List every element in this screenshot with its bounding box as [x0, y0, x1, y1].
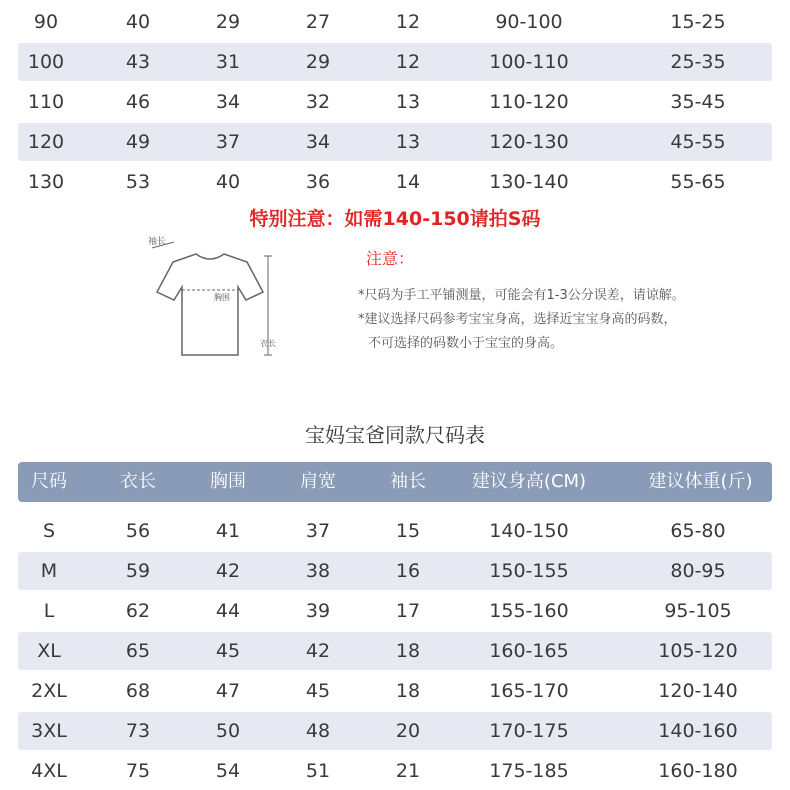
table-cell: 48	[305, 720, 331, 742]
table-cell: 45-55	[670, 131, 726, 153]
table-cell: 38	[305, 560, 331, 582]
table-cell: 35-45	[670, 91, 726, 113]
table-cell: 140-160	[658, 720, 738, 742]
table-cell: 120	[27, 131, 65, 153]
table-cell: 49	[125, 131, 151, 153]
table-cell: XL	[37, 640, 61, 662]
notes-title: 注意：	[366, 249, 415, 268]
table-cell: 65	[125, 640, 151, 662]
note-line: *尺码为手工平铺测量，可能会有1-3公分误差，请谅解。	[358, 288, 685, 303]
table-cell: 37	[305, 520, 331, 542]
header-cell: 衣长	[120, 471, 156, 492]
table-cell: 25-35	[670, 51, 726, 73]
table-cell: 54	[215, 760, 241, 782]
tshirt-icon	[138, 230, 288, 365]
table-cell: 80-95	[670, 560, 726, 582]
warning-text: 特别注意：如需140-150请拍S码	[249, 208, 541, 230]
table-cell: 51	[305, 760, 331, 782]
table-cell: 56	[125, 520, 151, 542]
table-cell: 62	[125, 600, 151, 622]
table-cell: 50	[215, 720, 241, 742]
table-cell: 27	[305, 11, 331, 33]
table-row	[18, 512, 772, 550]
table-cell: 105-120	[658, 640, 738, 662]
table-cell: 175-185	[489, 760, 569, 782]
table-cell: 41	[215, 520, 241, 542]
table-cell: S	[42, 520, 56, 542]
table-cell: 130-140	[489, 171, 569, 193]
table-cell: 90-100	[495, 11, 563, 33]
table-cell: 17	[395, 600, 421, 622]
table-cell: 130	[27, 171, 65, 193]
table-cell: 165-170	[489, 680, 569, 702]
table-cell: 120-140	[658, 680, 738, 702]
table-cell: M	[40, 560, 58, 582]
table-cell: 18	[395, 680, 421, 702]
table-cell: 31	[215, 51, 241, 73]
table-cell: 160-180	[658, 760, 738, 782]
table-cell: 150-155	[489, 560, 569, 582]
table-cell: 65-80	[670, 520, 726, 542]
table-cell: 32	[305, 91, 331, 113]
table-cell: 68	[125, 680, 151, 702]
table-cell: 4XL	[31, 760, 67, 782]
sleeve-label: 袖长	[148, 237, 167, 247]
table-cell: 12	[395, 11, 421, 33]
table-cell: 170-175	[489, 720, 569, 742]
table-cell: 15-25	[670, 11, 726, 33]
table-row	[18, 592, 772, 630]
table-row	[18, 3, 772, 41]
table-row	[18, 163, 772, 201]
table-cell: 2XL	[31, 680, 67, 702]
table-cell: 110	[27, 91, 65, 113]
note-line: *建议选择尺码参考宝宝身高，选择近宝宝身高的码数，	[358, 312, 677, 327]
table-cell: 75	[125, 760, 151, 782]
table-cell: 14	[395, 171, 421, 193]
table-cell: 120-130	[489, 131, 569, 153]
adult-size-table	[18, 462, 772, 790]
table-row	[18, 712, 772, 750]
table-cell: 47	[215, 680, 241, 702]
table-cell: 44	[215, 600, 241, 622]
length-label: 衣长	[260, 339, 276, 348]
header-cell: 袖长	[390, 471, 426, 492]
table-cell: L	[43, 600, 55, 622]
kids-size-table	[18, 0, 772, 200]
table-cell: 160-165	[489, 640, 569, 662]
table-cell: 46	[125, 91, 151, 113]
table-cell: 34	[305, 131, 331, 153]
table-cell: 110-120	[489, 91, 569, 113]
table-cell: 16	[395, 560, 421, 582]
table-row	[18, 672, 772, 710]
header-cell: 建议体重(斤)	[648, 471, 753, 492]
header-cell: 胸围	[210, 471, 246, 492]
table-cell: 100	[27, 51, 65, 73]
table-cell: 45	[215, 640, 241, 662]
table-cell: 140-150	[489, 520, 569, 542]
table-cell: 40	[215, 171, 241, 193]
adult-table-title: 宝妈宝爸同款尺码表	[305, 423, 485, 447]
table-cell: 3XL	[31, 720, 67, 742]
table-row	[18, 83, 772, 121]
header-cell: 肩宽	[300, 471, 336, 492]
tshirt-diagram	[138, 230, 288, 365]
table-cell: 15	[395, 520, 421, 542]
table-cell: 20	[395, 720, 421, 742]
header-cell: 建议身高(CM)	[471, 471, 587, 492]
table-cell: 36	[305, 171, 331, 193]
table-cell: 13	[395, 131, 421, 153]
table-row	[18, 752, 772, 790]
table-cell: 29	[305, 51, 331, 73]
table-cell: 55-65	[670, 171, 726, 193]
table-cell: 42	[215, 560, 241, 582]
table-cell: 43	[125, 51, 151, 73]
header-cell: 尺码	[31, 471, 67, 492]
table-cell: 45	[305, 680, 331, 702]
table-cell: 39	[305, 600, 331, 622]
table-cell: 95-105	[664, 600, 732, 622]
table-cell: 21	[395, 760, 421, 782]
table-cell: 37	[215, 131, 241, 153]
table-cell: 90	[33, 11, 59, 33]
table-cell: 59	[125, 560, 151, 582]
table-header	[18, 462, 772, 502]
table-cell: 40	[125, 11, 151, 33]
table-cell: 29	[215, 11, 241, 33]
chest-label: 胸围	[214, 293, 230, 302]
table-cell: 53	[125, 171, 151, 193]
note-line: 不可选择的码数小于宝宝的身高。	[368, 336, 564, 351]
table-cell: 155-160	[489, 600, 569, 622]
table-cell: 73	[125, 720, 151, 742]
table-row	[18, 552, 772, 590]
table-row	[18, 123, 772, 161]
table-cell: 12	[395, 51, 421, 73]
table-row	[18, 43, 772, 81]
table-cell: 13	[395, 91, 421, 113]
table-cell: 42	[305, 640, 331, 662]
table-cell: 34	[215, 91, 241, 113]
table-cell: 18	[395, 640, 421, 662]
table-cell: 100-110	[489, 51, 569, 73]
table-row	[18, 632, 772, 670]
